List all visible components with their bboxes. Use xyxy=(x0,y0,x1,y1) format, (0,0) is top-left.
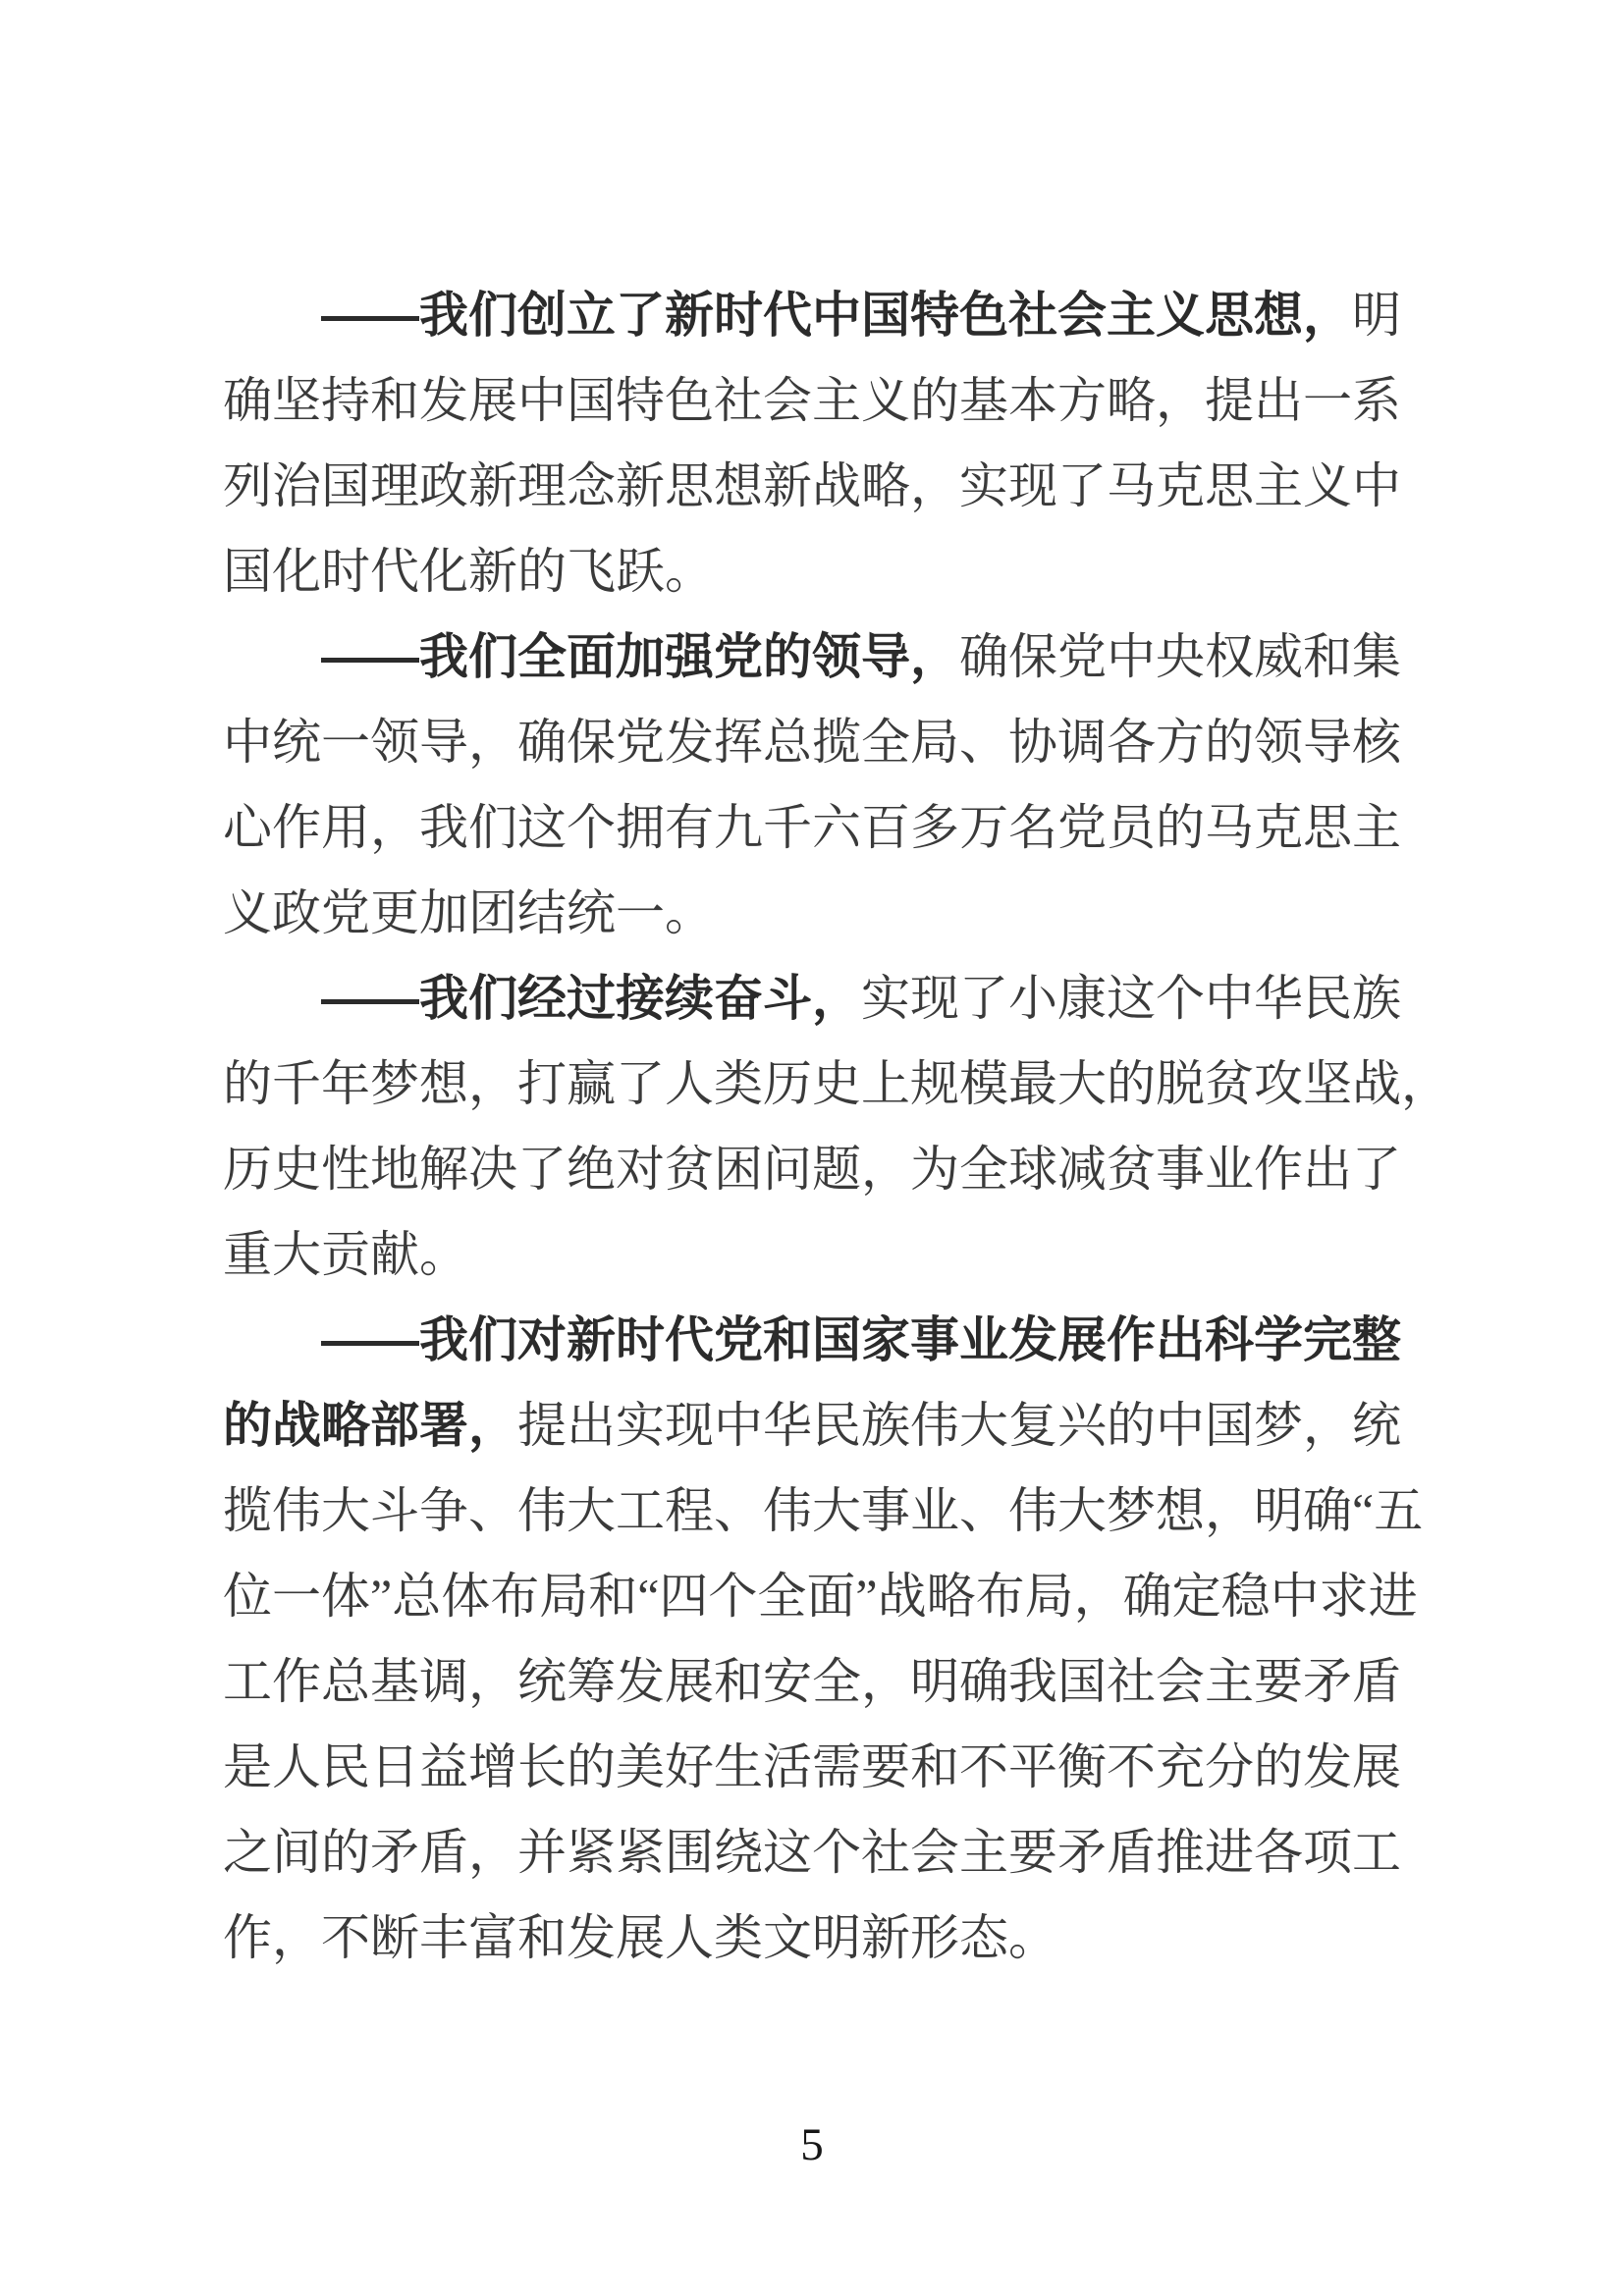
emphasis-text-segment: ——我们创立了新时代中国特色社会主义思想， xyxy=(321,288,1352,343)
text-line xyxy=(223,871,1407,956)
body-text-segment: 之间的矛盾，并紧紧围绕这个社会主要矛盾推进各项工 xyxy=(223,1825,1401,1880)
body-text-segment: 确保党中央权威和集 xyxy=(959,629,1401,684)
text-line xyxy=(223,1383,1407,1468)
text-line xyxy=(223,1041,1450,1127)
body-text-segment: 揽伟大斗争、伟大工程、伟大事业、伟大梦想，明确“五 xyxy=(223,1483,1424,1538)
body-text-segment: 列治国理政新理念新思想新战略，实现了马克思主义中 xyxy=(223,458,1401,513)
body-text-segment: 重大贡献。 xyxy=(223,1227,468,1282)
text-line xyxy=(223,956,1407,1041)
body-text-segment: 确坚持和发展中国特色社会主义的基本方略，提出一系 xyxy=(223,373,1401,428)
text-line xyxy=(223,1298,1407,1383)
text-line xyxy=(223,785,1407,871)
emphasis-text-segment: ——我们经过接续奋斗， xyxy=(321,971,861,1026)
body-text-segment: 历史性地解决了绝对贫困问题，为全球减贫事业作出了 xyxy=(223,1142,1401,1197)
text-line xyxy=(223,1127,1407,1212)
text-line xyxy=(223,700,1407,785)
text-line xyxy=(223,1725,1407,1810)
document-body xyxy=(223,273,1450,1981)
emphasis-text-segment: ——我们对新时代党和国家事业发展作出科学完整 xyxy=(321,1312,1401,1367)
paragraph xyxy=(223,614,1407,956)
paragraph xyxy=(223,273,1407,614)
text-line xyxy=(223,444,1407,529)
emphasis-text-segment: 的战略部署， xyxy=(223,1398,517,1453)
body-text-segment: 义政党更加团结统一。 xyxy=(223,885,714,940)
text-line xyxy=(223,614,1407,700)
body-text-segment: 心作用，我们这个拥有九千六百多万名党员的马克思主 xyxy=(223,800,1401,855)
text-line xyxy=(223,273,1407,358)
emphasis-text-segment: ——我们全面加强党的领导， xyxy=(321,629,959,684)
body-text-segment: 明 xyxy=(1352,288,1401,343)
body-text-segment: 的千年梦想，打赢了人类历史上规模最大的脱贫攻坚战， xyxy=(223,1056,1450,1111)
text-line xyxy=(223,1468,1424,1554)
paragraph xyxy=(223,1298,1424,1981)
body-text-segment: 实现了小康这个中华民族 xyxy=(861,971,1401,1026)
body-text-segment: 国化时代化新的飞跃。 xyxy=(223,544,714,599)
paragraph xyxy=(223,956,1450,1298)
body-text-segment: 是人民日益增长的美好生活需要和不平衡不充分的发展 xyxy=(223,1739,1401,1794)
body-text-segment: 工作总基调，统筹发展和安全，明确我国社会主要矛盾 xyxy=(223,1654,1401,1709)
text-line xyxy=(223,1810,1407,1896)
text-line xyxy=(223,358,1407,444)
text-line xyxy=(223,1212,1407,1298)
text-line xyxy=(223,529,1407,614)
text-line xyxy=(223,1639,1407,1725)
body-text-segment: 作，不断丰富和发展人类文明新形态。 xyxy=(223,1910,1057,1965)
body-text-segment: 提出实现中华民族伟大复兴的中国梦，统 xyxy=(517,1398,1401,1453)
text-line xyxy=(223,1896,1407,1981)
text-line xyxy=(223,1554,1418,1639)
body-text-segment: 中统一领导，确保党发挥总揽全局、协调各方的领导核 xyxy=(223,715,1401,770)
body-text-segment: 位一体”总体布局和“四个全面”战略布局，确定稳中求进 xyxy=(223,1569,1418,1624)
page-number: 5 xyxy=(800,2119,824,2170)
